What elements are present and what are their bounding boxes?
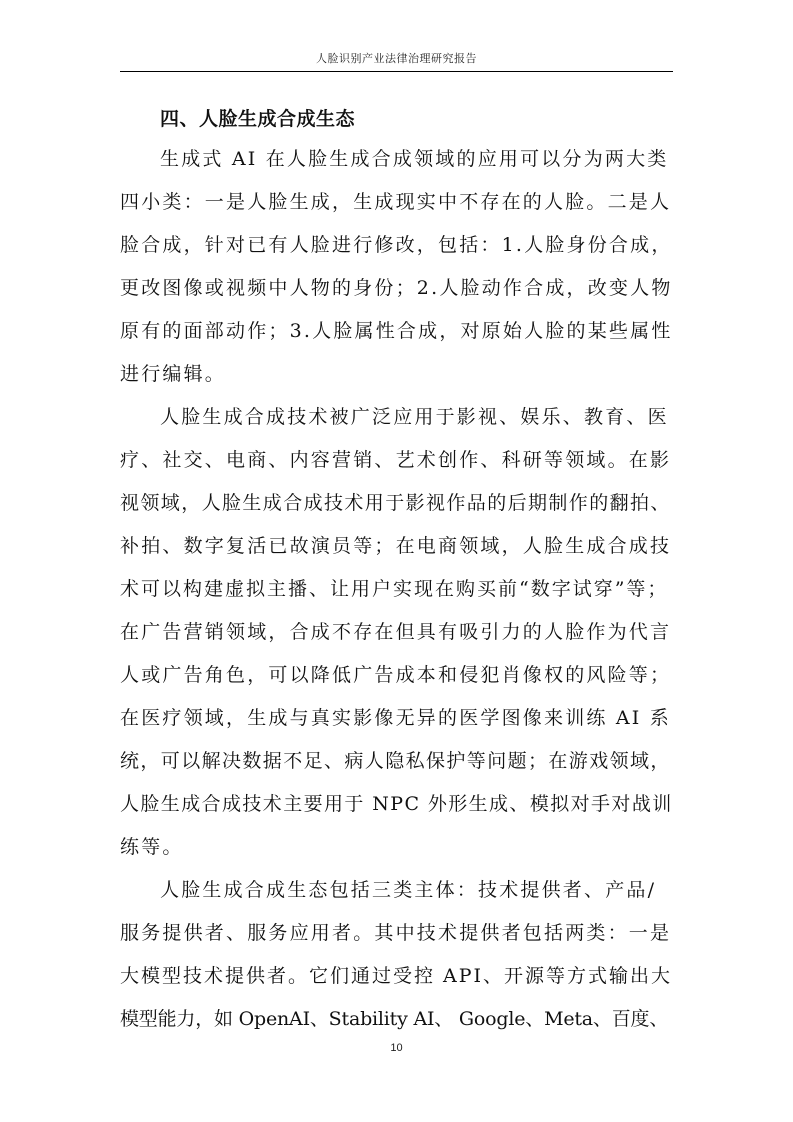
paragraph-line: 视领域，人脸生成合成技术用于影视作品的后期制作的翻拍、: [120, 492, 671, 514]
paragraph-line: 术可以构建虚拟主播、让用户实现在购买前“数字试穿”等；: [120, 578, 669, 600]
paragraph-line: 模型能力，如 OpenAI、Stability AI、 Google、Meta、百度、: [120, 1008, 669, 1030]
paragraph-line: 人脸生成合成技术主要用于 NPC 外形生成、模拟对手对战训: [120, 793, 673, 815]
paragraph-line: 补拍、数字复活已故演员等；在电商领域，人脸生成合成技: [120, 535, 672, 557]
paragraph-line: 四小类：一是人脸生成，生成现实中不存在的人脸。二是人: [120, 191, 672, 213]
paragraph-line: 人脸生成合成生态包括三类主体：技术提供者、产品/: [160, 879, 657, 901]
paragraph-line: 人或广告角色，可以降低广告成本和侵犯肖像权的风险等；: [120, 664, 672, 686]
paragraph-line: 疗、社交、电商、内容营销、艺术创作、科研等领域。在影: [120, 449, 672, 471]
paragraph-line: 脸合成，针对已有人脸进行修改，包括：1.人脸身份合成，: [120, 234, 673, 256]
paragraph-line: 原有的面部动作；3.人脸属性合成，对原始人脸的某些属性: [120, 320, 673, 342]
page-number: 10: [390, 1042, 403, 1054]
paragraph-line: 服务提供者、服务应用者。其中技术提供者包括两类：一是: [120, 922, 672, 944]
paragraph-line: 生成式 AI 在人脸生成合成领域的应用可以分为两大类: [160, 148, 669, 170]
paragraph-line: 进行编辑。: [120, 363, 227, 385]
paragraph-line: 人脸生成合成技术被广泛应用于影视、娱乐、教育、医: [160, 406, 669, 428]
paragraph-line: 练等。: [120, 836, 184, 858]
running-header: 人脸识别产业法律治理研究报告: [316, 52, 477, 65]
paragraph-line: 在医疗领域，生成与真实影像无异的医学图像来训练 AI 系: [120, 707, 671, 729]
section-heading: 四、人脸生成合成生态: [160, 108, 356, 130]
paragraph-line: 大模型技术提供者。它们通过受控 API、开源等方式输出大: [120, 965, 673, 987]
header-divider: [120, 71, 673, 72]
paragraph-line: 统，可以解决数据不足、病人隐私保护等问题；在游戏领域，: [120, 750, 671, 772]
paragraph-line: 在广告营销领域，合成不存在但具有吸引力的人脸作为代言: [120, 621, 672, 643]
paragraph-line: 更改图像或视频中人物的身份；2.人脸动作合成，改变人物: [120, 277, 673, 299]
